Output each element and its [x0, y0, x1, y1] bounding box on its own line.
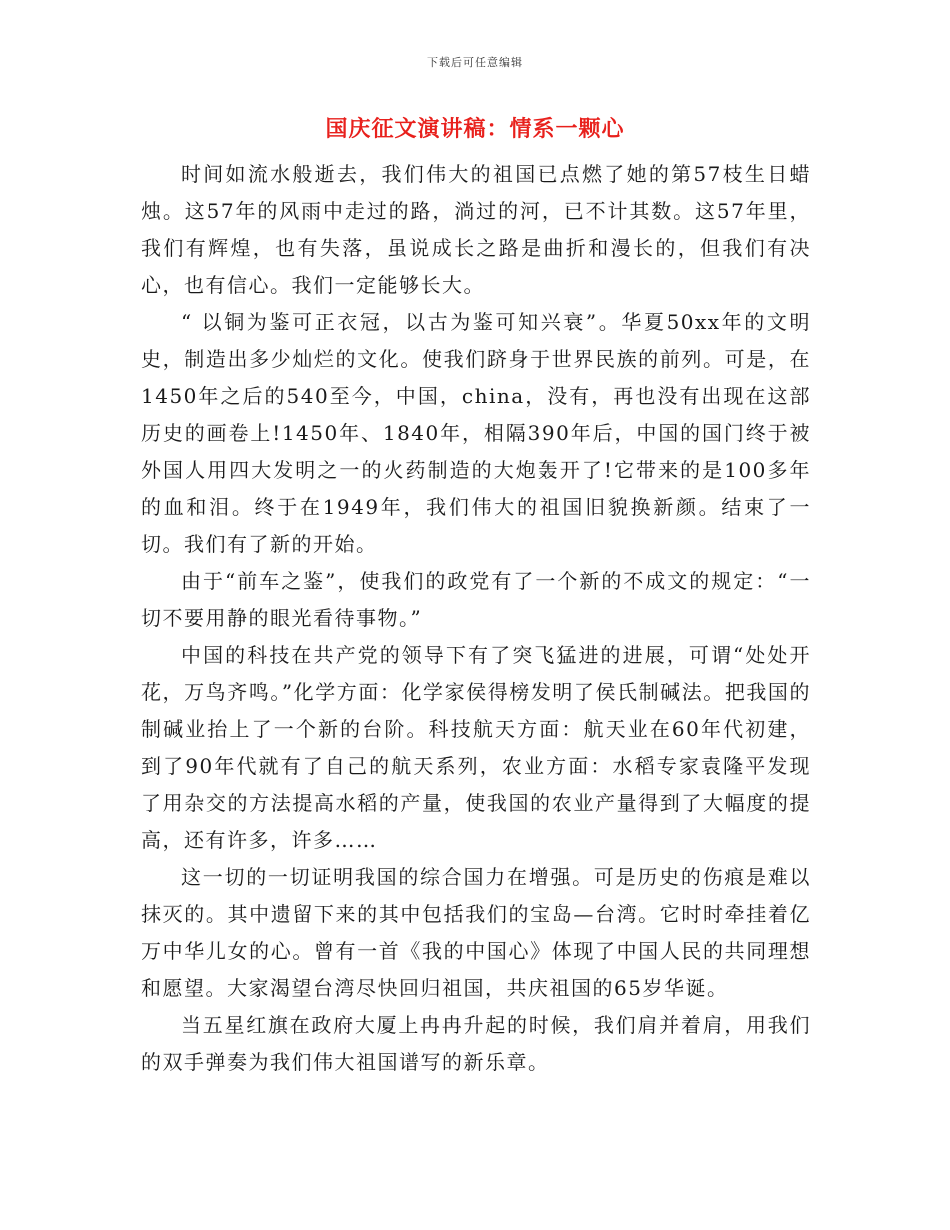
- header-note: 下载后可任意编辑: [427, 56, 523, 69]
- paragraph: 当五星红旗在政府大厦上冉冉升起的时候，我们肩并着肩，用我们的双手弹奏为我们伟大祖国谱写的新乐章。: [141, 1013, 811, 1074]
- paragraph: 中国的科技在共产党的领导下有了突飞猛进的进展，可谓“处处开花，万鸟齐鸣。”化学方面：化学家侯得榜发明了侯氏制碱法。把我国的制碱业抬上了一个新的台阶。科技航天方面：航天业在60年代初建，到了90年代就有了自己的航天系列，农业方面：水稻专家袁隆平发现了用杂交的方法提高水稻的产量，使我国的农业产量得到了大幅度的提高，还有许多，许多……: [141, 643, 811, 852]
- paragraph: 时间如流水般逝去，我们伟大的祖国已点燃了她的第57枝生日蜡烛。这57年的风雨中走过的路，淌过的河，已不计其数。这57年里，我们有辉煌，也有失落，虽说成长之路是曲折和漫长的，但我们有决心，也有信心。我们一定能够长大。: [141, 162, 811, 297]
- paragraph: 这一切的一切证明我国的综合国力在增强。可是历史的伤痕是难以抹灭的。其中遗留下来的其中包括我们的宝岛—台湾。它时时牵挂着亿万中华儿女的心。曾有一首《我的中国心》体现了中国人民的共同理想和愿望。大家渴望台湾尽快回归祖国，共庆祖国的65岁华诞。: [141, 865, 811, 1000]
- document-body: [141, 156, 811, 1081]
- document-title: 国庆征文演讲稿：情系一颗心: [325, 116, 625, 142]
- paragraph: “ 以铜为鉴可正衣冠，以古为鉴可知兴衰”。华夏50xx年的文明史，制造出多少灿烂的文化。使我们跻身于世界民族的前列。可是，在1450年之后的540至今，中国，china，没有，再也没有出现在这部历史的画卷上!1450年、1840年，相隔390年后，中国的国门终于被外国人用四大发明之一的火药制造的大炮轰开了!它带来的是100多年的血和泪。终于在1949年，我们伟大的祖国旧貌换新颜。结束了一切。我们有了新的开始。: [141, 310, 811, 556]
- paragraph: 由于“前车之鉴”，使我们的政党有了一个新的不成文的规定：“一切不要用静的眼光看待事物。”: [141, 569, 811, 630]
